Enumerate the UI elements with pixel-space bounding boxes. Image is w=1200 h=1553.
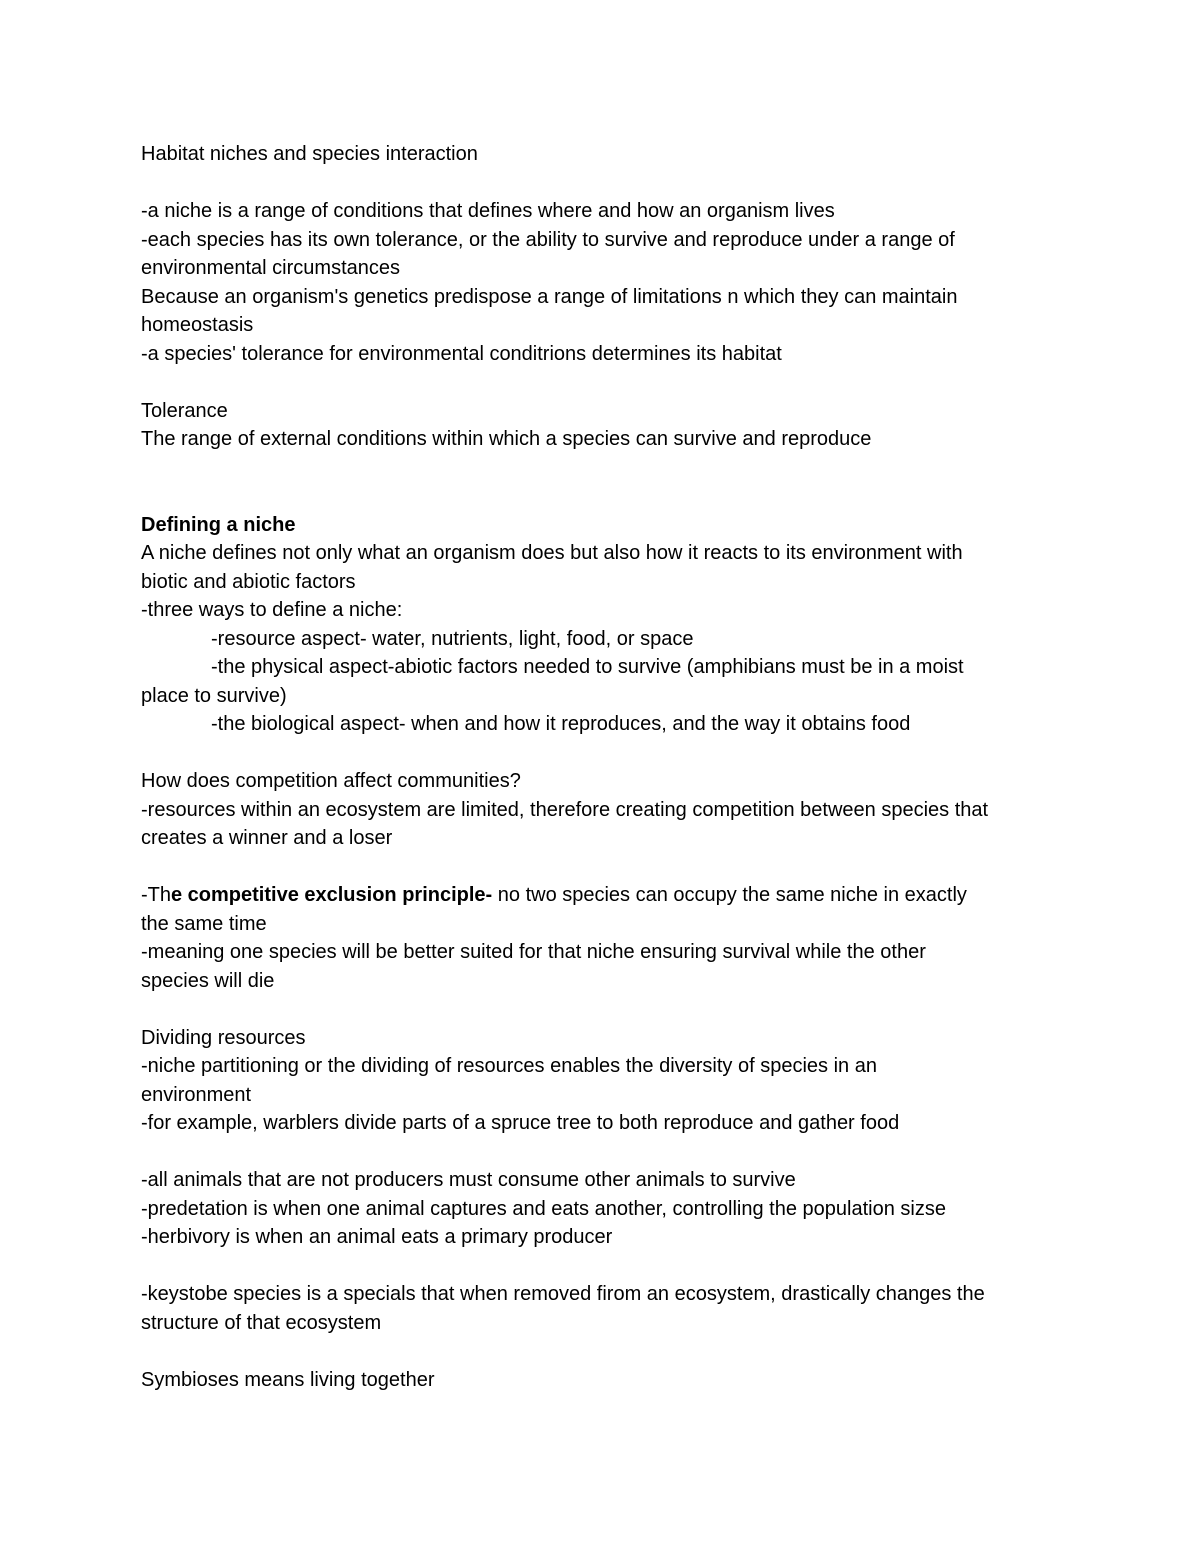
- exclusion-meaning-line-1: -meaning one species will be better suited for that niche ensuring survival while the other: [141, 941, 926, 963]
- competition-line-1: -resources within an ecosystem are limited, therefore creating competition between species that: [141, 798, 989, 821]
- exclusion-rest: no two species can occupy the same niche in exactly: [492, 884, 967, 906]
- tolerance-note-line-2: environmental circumstances: [141, 257, 400, 279]
- niche-partitioning-line-1: -niche partitioning or the dividing of resources enables the diversity of species in an: [141, 1055, 877, 1077]
- niche-description-line-1: A niche defines not only what an organism does but also how it reacts to its environment with: [141, 542, 963, 564]
- herbivory-line: -herbivory is when an animal eats a primary producer: [141, 1226, 613, 1248]
- document-title: Habitat niches and species interaction: [141, 143, 478, 165]
- exclusion-meaning-line-2: species will die: [141, 969, 275, 992]
- consumption-line-1: -all animals that are not producers must consume other animals to survive: [141, 1169, 796, 1191]
- exclusion-principle-line-1: [141, 881, 1061, 910]
- warbler-example: -for example, warblers divide parts of a spruce tree to both reproduce and gather food: [141, 1112, 900, 1134]
- defining-niche-heading: Defining a niche: [141, 513, 296, 536]
- tolerance-definition: The range of external conditions within which a species can survive and reproduce: [141, 428, 872, 450]
- document-page: [141, 140, 1061, 1394]
- genetics-note-line-1: Because an organism's genetics predispose a range of limitations n which they can maintain: [141, 285, 958, 308]
- exclusion-principle-line-2: the same time: [141, 912, 267, 935]
- physical-aspect-line-1: -the physical aspect-abiotic factors needed to survive (amphibians must be in a moist: [211, 656, 964, 678]
- tolerance-heading: Tolerance: [141, 399, 228, 422]
- genetics-note-line-2: homeostasis: [141, 314, 254, 336]
- three-ways-note: -three ways to define a niche:: [141, 599, 403, 621]
- physical-aspect-line-2: place to survive): [141, 684, 287, 707]
- habitat-note: -a species' tolerance for environmental conditrions determines its habitat: [141, 342, 782, 365]
- resource-aspect: -resource aspect- water, nutrients, light, food, or space: [211, 627, 694, 650]
- predation-line: -predetation is when one animal captures and eats another, controlling the population sizse: [141, 1197, 946, 1220]
- symbiosis-line: Symbioses means living together: [141, 1368, 435, 1391]
- competition-line-2: creates a winner and a loser: [141, 827, 393, 849]
- exclusion-principle-term: e competitive exclusion principle-: [171, 884, 493, 906]
- keystone-line-2: structure of that ecosystem: [141, 1311, 382, 1334]
- biological-aspect: -the biological aspect- when and how it reproduces, and the way it obtains food: [211, 713, 911, 735]
- dividing-resources-heading: Dividing resources: [141, 1026, 306, 1049]
- exclusion-prefix: -Th: [141, 884, 171, 906]
- niche-definition: -a niche is a range of conditions that defines where and how an organism lives: [141, 200, 835, 222]
- niche-partitioning-line-2: environment: [141, 1083, 252, 1106]
- tolerance-note-line-1: -each species has its own tolerance, or the ability to survive and reproduce under a range of: [141, 228, 955, 251]
- keystone-line-1: -keystobe species is a specials that when removed firom an ecosystem, drastically changes the: [141, 1283, 985, 1305]
- competition-question: How does competition affect communities?: [141, 770, 521, 792]
- niche-description-line-2: biotic and abiotic factors: [141, 570, 356, 593]
